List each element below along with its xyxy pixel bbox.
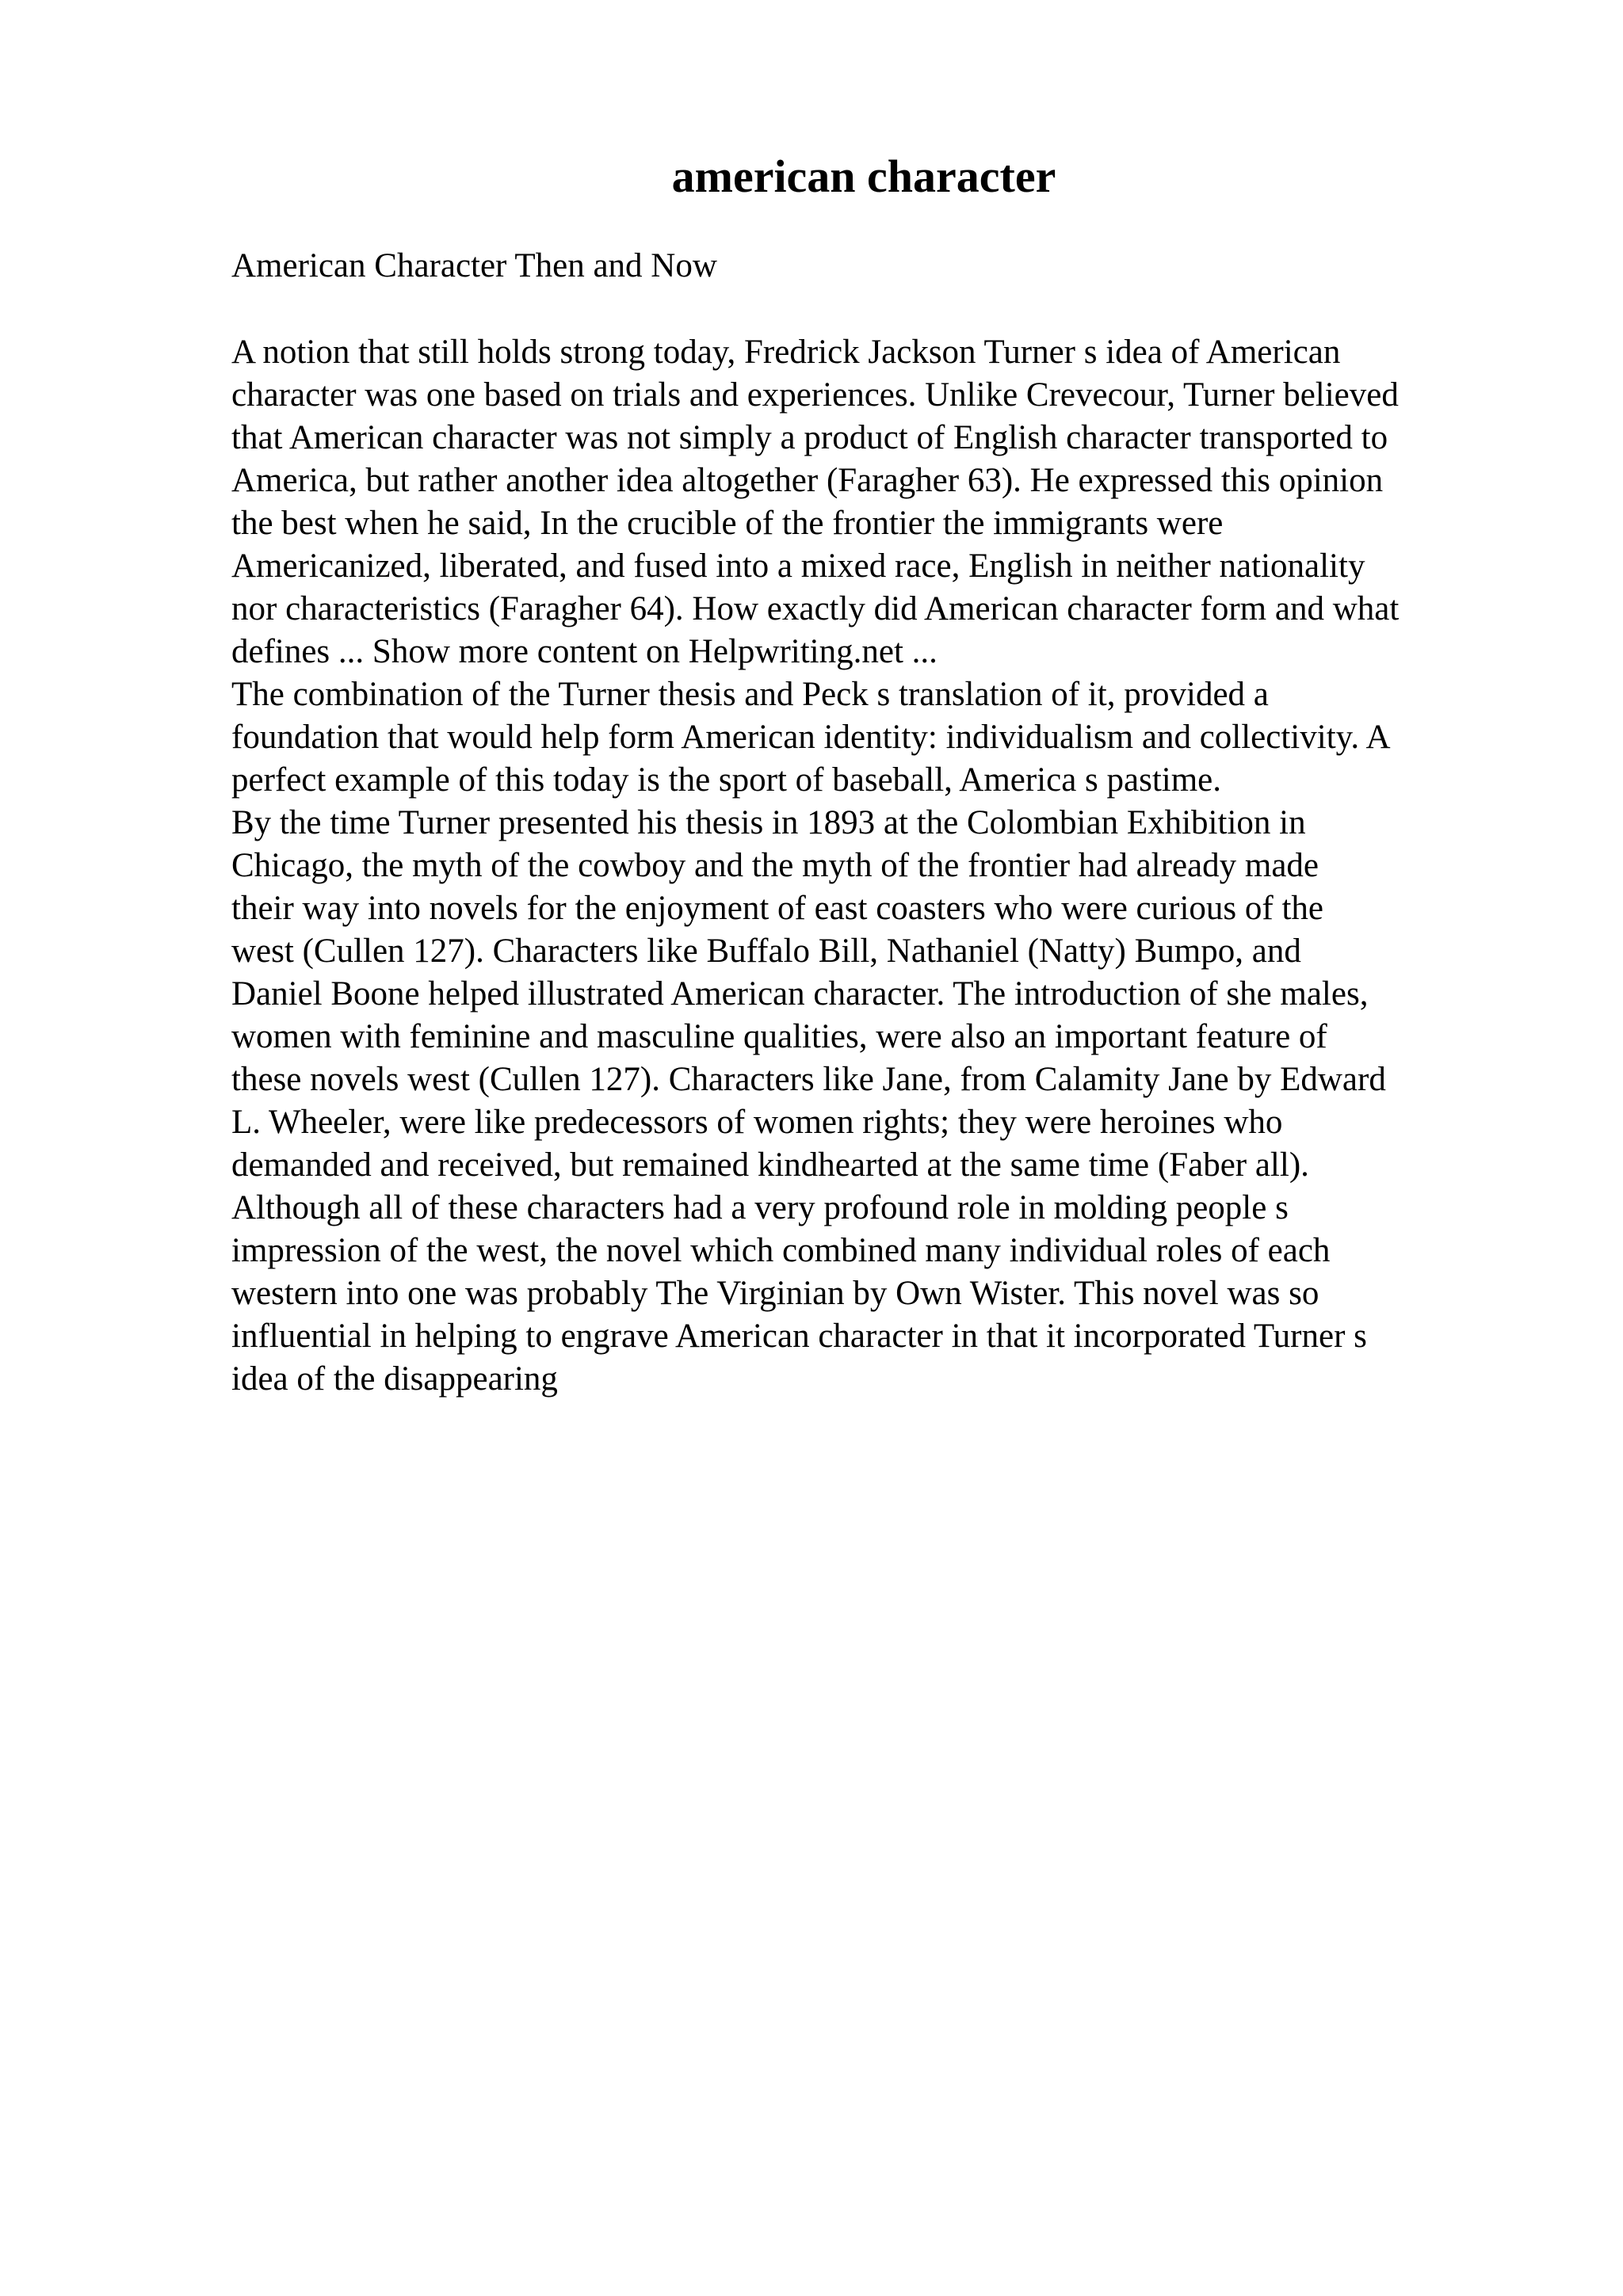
body-line: character was one based on trials and experiences. Unlike Crevecour, Turner believed xyxy=(231,376,1399,414)
body-line: idea of the disappearing xyxy=(231,1360,558,1398)
body-line: western into one was probably The Virginian by Own Wister. This novel was so xyxy=(231,1275,1319,1312)
body-line: their way into novels for the enjoyment of east coasters who were curious of the xyxy=(231,890,1323,927)
body-line: L. Wheeler, were like predecessors of women rights; they were heroines who xyxy=(231,1104,1283,1141)
body-line: perfect example of this today is the sport of baseball, America s pastime. xyxy=(231,761,1222,799)
body-line: defines ... Show more content on Helpwriting.net ... xyxy=(231,633,938,670)
body-line: west (Cullen 127). Characters like Buffalo Bill, Nathaniel (Natty) Bumpo, and xyxy=(231,933,1301,970)
body-line: that American character was not simply a product of English character transported to xyxy=(231,419,1388,456)
body-line: these novels west (Cullen 127). Characters like Jane, from Calamity Jane by Edward xyxy=(231,1061,1386,1098)
body-line: impression of the west, the novel which combined many individual roles of each xyxy=(231,1232,1331,1269)
body-line: A notion that still holds strong today, Fredrick Jackson Turner s idea of American xyxy=(231,334,1341,371)
body-line: Americanized, liberated, and fused into a mixed race, English in neither nationality xyxy=(231,547,1365,585)
document-title: american character xyxy=(671,151,1056,202)
body-line: the best when he said, In the crucible of the frontier the immigrants were xyxy=(231,505,1224,542)
document-subtitle: American Character Then and Now xyxy=(231,247,717,284)
body-line: The combination of the Turner thesis and Peck s translation of it, provided a xyxy=(231,676,1269,713)
body-line: By the time Turner presented his thesis in 1893 at the Colombian Exhibition in xyxy=(231,804,1306,841)
body-line: influential in helping to engrave American character in that it incorporated Turner s xyxy=(231,1318,1367,1355)
body-line: nor characteristics (Faragher 64). How exactly did American character form and what xyxy=(231,590,1400,627)
body-line: America, but rather another idea altogether (Faragher 63). He expressed this opinion xyxy=(231,462,1384,499)
body-line: foundation that would help form American identity: individualism and collectivity. A xyxy=(231,719,1391,756)
body-line: Although all of these characters had a very profound role in molding people s xyxy=(231,1189,1289,1226)
body-line: women with feminine and masculine qualities, were also an important feature of xyxy=(231,1018,1327,1055)
body-line: Chicago, the myth of the cowboy and the myth of the frontier had already made xyxy=(231,847,1319,884)
body-line: Daniel Boone helped illustrated American character. The introduction of she males, xyxy=(231,975,1369,1013)
body-line: demanded and received, but remained kindhearted at the same time (Faber all). xyxy=(231,1146,1309,1184)
document-body xyxy=(231,331,1515,1401)
